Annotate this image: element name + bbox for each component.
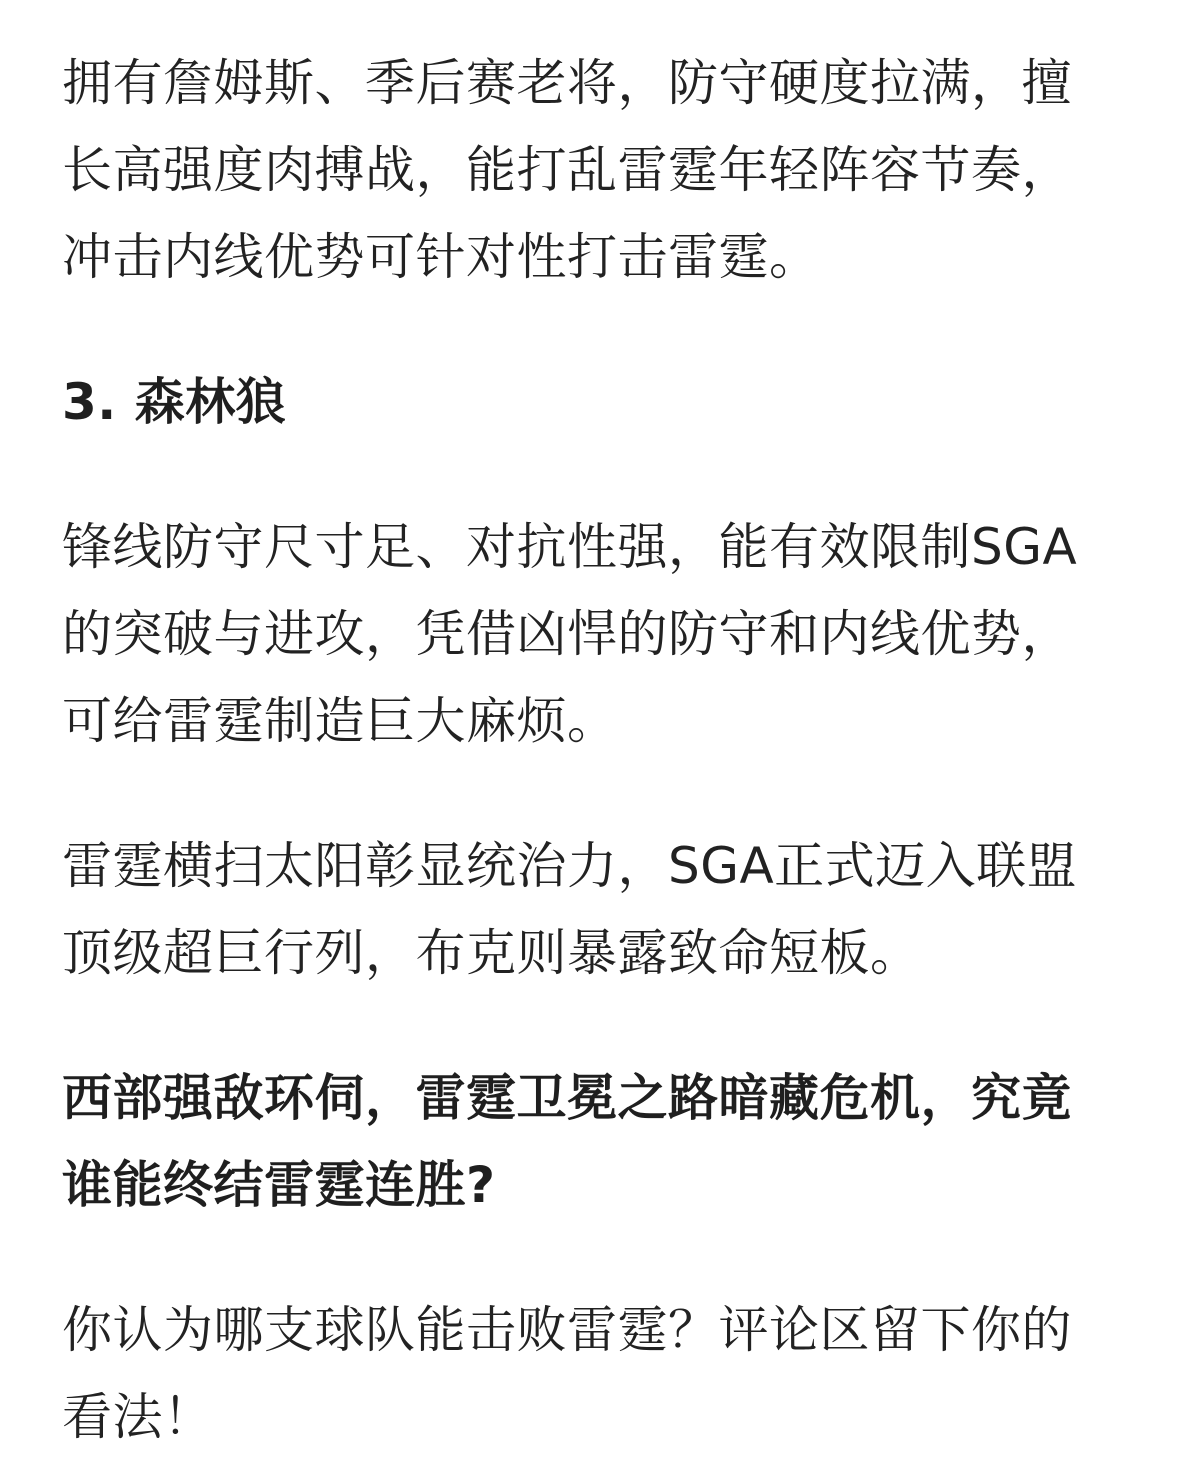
paragraph-timberwolves-analysis: 锋线防守尺寸足、对抗性强，能有效限制SGA的突破与进攻，凭借凶悍的防守和内线优势，可给雷霆制造巨大麻烦。 [62,518,1078,750]
paragraph-call-to-action: 你认为哪支球队能击败雷霆？评论区留下你的看法！ [62,1301,1072,1446]
section-heading-timberwolves: 3. 森林狼 [62,373,287,431]
article-body [62,40,1120,1461]
paragraph-lakers-analysis: 拥有詹姆斯、季后赛老将，防守硬度拉满，擅长高强度肉搏战，能打乱雷霆年轻阵容节奏，冲击内线优势可针对性打击雷霆。 [62,54,1072,286]
paragraph-summary: 雷霆横扫太阳彰显统治力，SGA正式迈入联盟顶级超巨行列，布克则暴露致命短板。 [62,837,1078,982]
paragraph-question-bold: 西部强敌环伺，雷霆卫冕之路暗藏危机，究竟谁能终结雷霆连胜? [62,1069,1072,1214]
